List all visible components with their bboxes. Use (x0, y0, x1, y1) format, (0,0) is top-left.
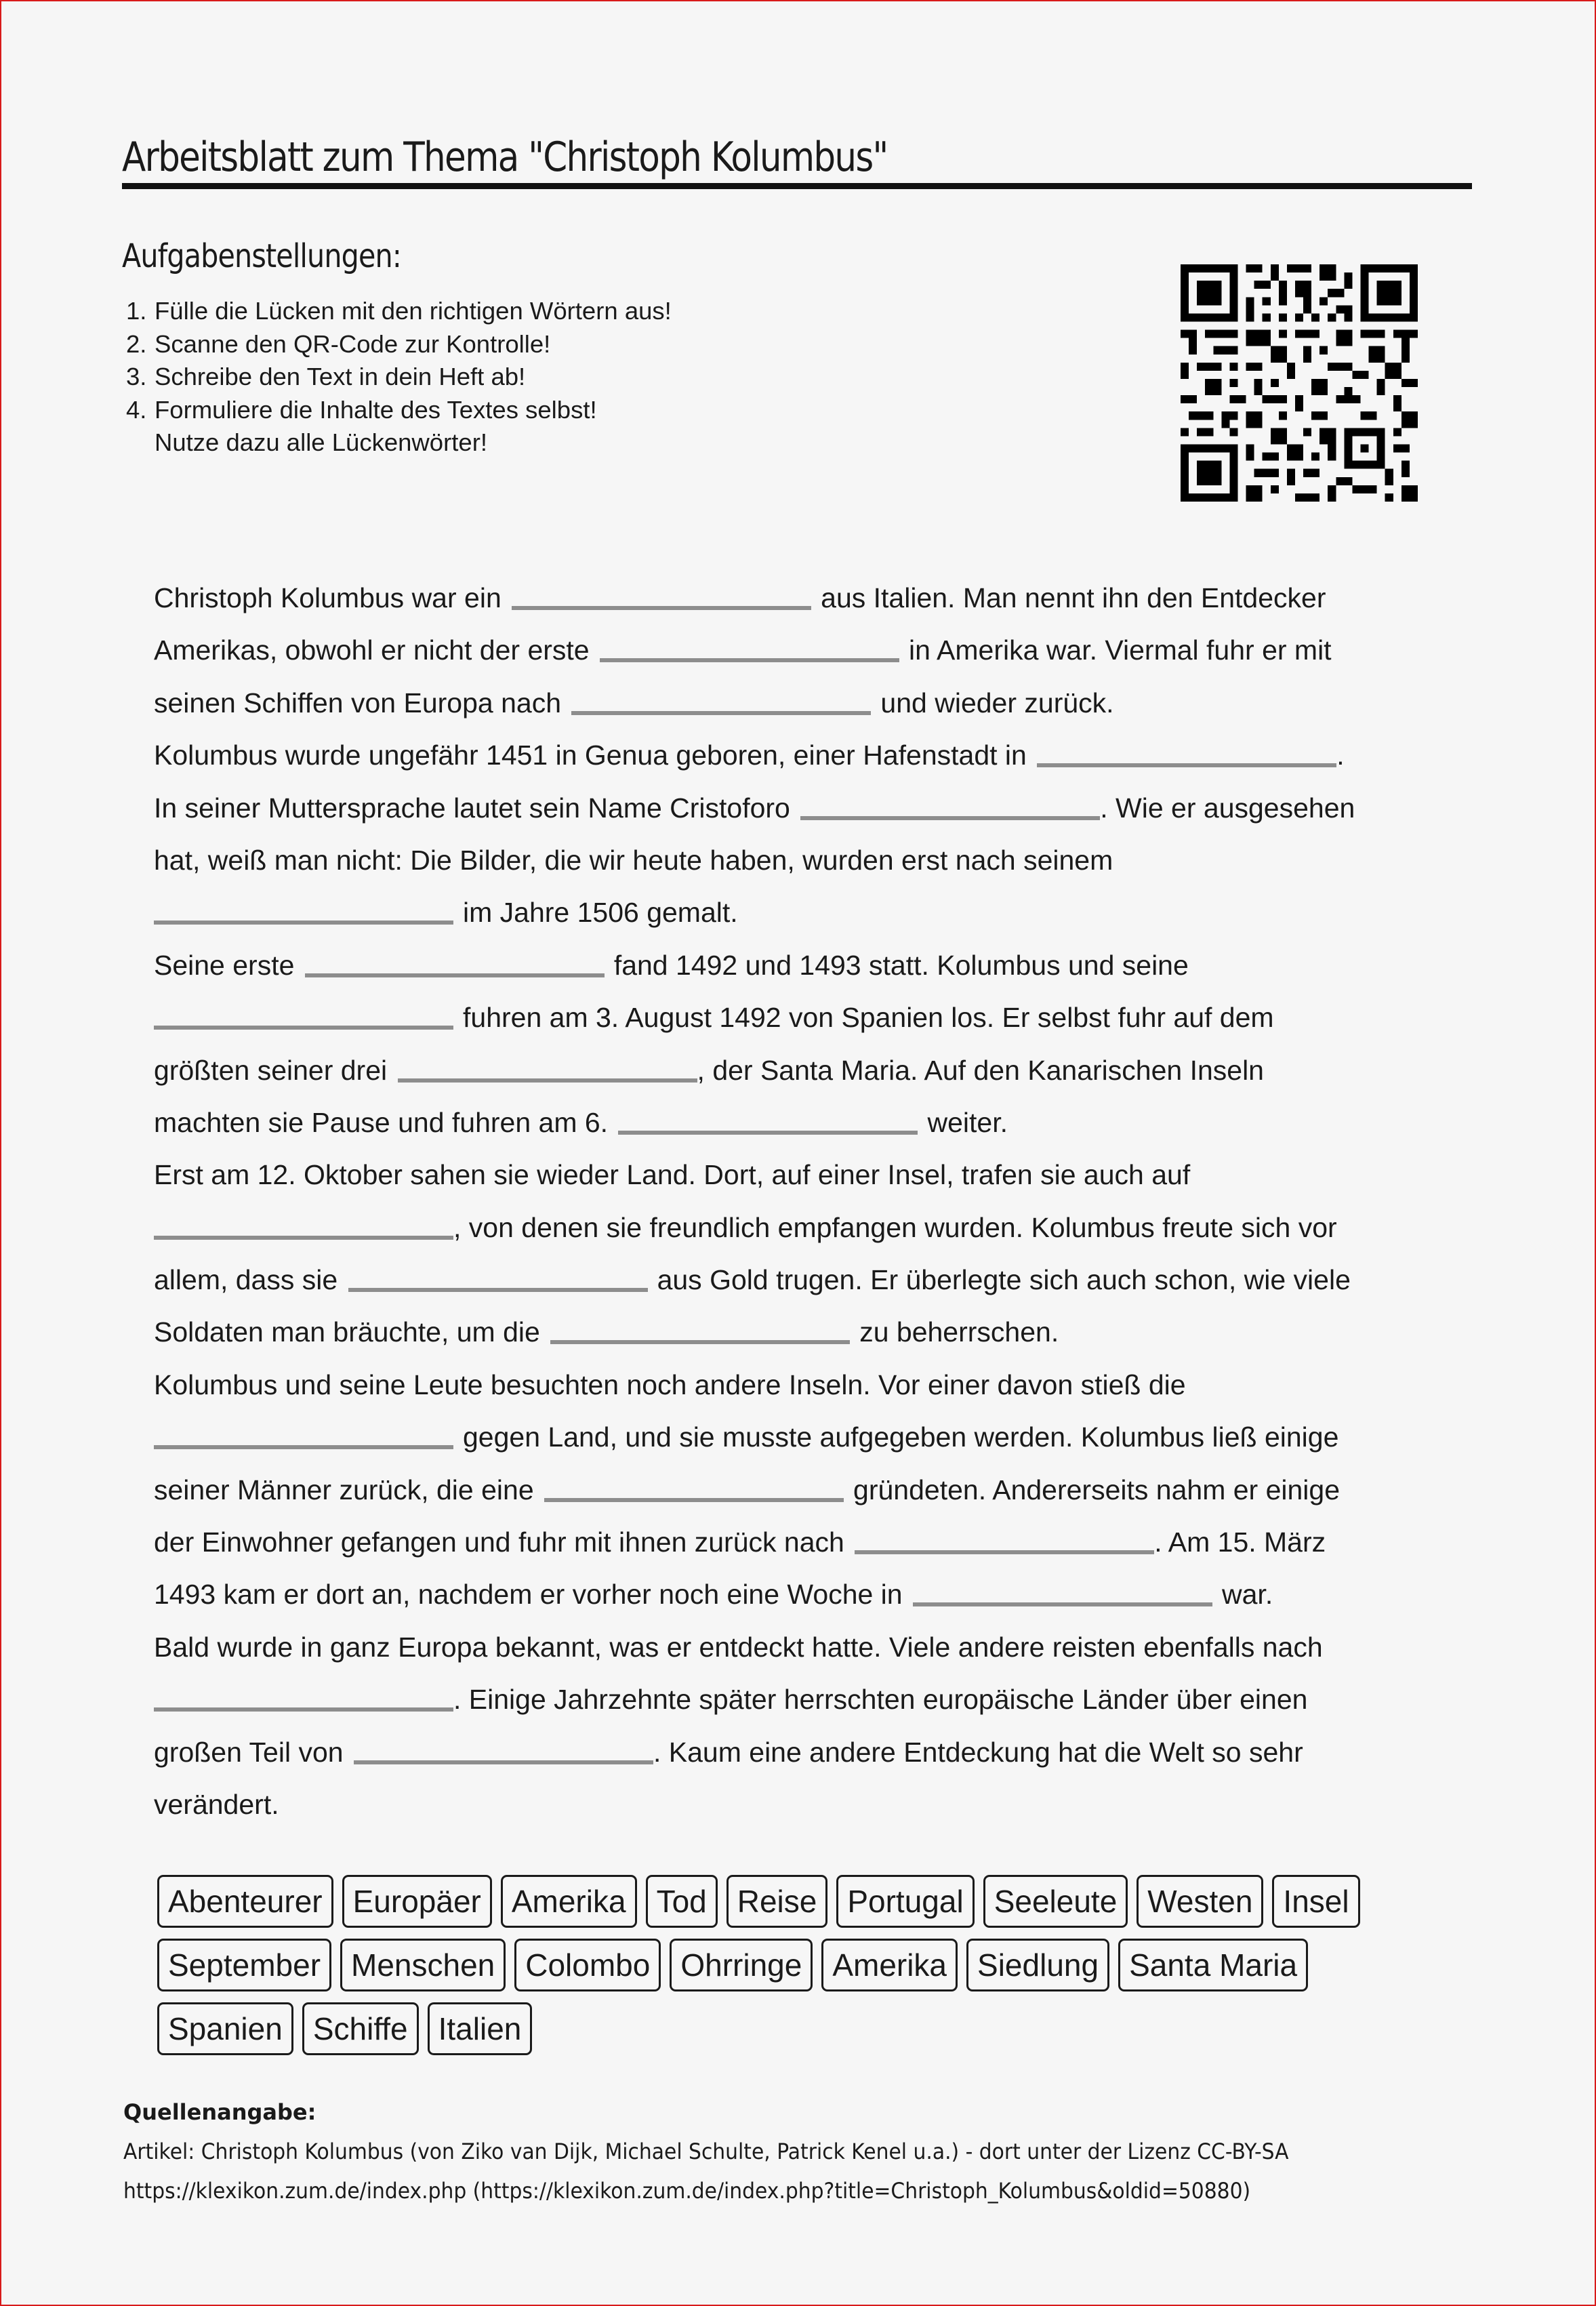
title-underline (122, 183, 1472, 189)
page-title: Arbeitsblatt zum Thema "Christoph Kolumbus" (122, 134, 888, 181)
text-line: im Jahre 1506 gemalt. (154, 887, 1445, 939)
word-chip[interactable]: Menschen (340, 1939, 506, 1991)
task-item: 1. Fülle die Lücken mit den richtigen Wörtern aus! (126, 297, 672, 325)
word-chip[interactable]: Ohrringe (670, 1939, 813, 1991)
word-chip[interactable]: Schiffe (302, 2002, 419, 2055)
word-chip[interactable]: Westen (1137, 1875, 1263, 1928)
word-chip[interactable]: Tod (646, 1875, 718, 1928)
word-chip[interactable]: Santa Maria (1118, 1939, 1308, 1991)
source-citation: Artikel: Christoph Kolumbus (von Ziko van Dijk, Michael Schulte, Patrick Kenel u.a.) - dort unter der Lizenz CC-BY-SA (123, 2139, 1289, 2164)
word-bank (157, 1875, 1445, 2066)
text-line: seinen Schiffen von Europa nach und wieder zurück. (154, 687, 1114, 719)
word-chip[interactable]: Amerika (501, 1875, 637, 1928)
text-line: größten seiner drei , der Santa Maria. Auf den Kanarischen Inseln (154, 1054, 1264, 1086)
gap-field[interactable] (855, 1530, 1154, 1554)
word-chip[interactable]: Abenteurer (157, 1875, 333, 1928)
gap-field[interactable] (154, 1687, 453, 1712)
word-chip[interactable]: Portugal (836, 1875, 974, 1928)
word-chip[interactable]: Reise (727, 1875, 828, 1928)
gap-field[interactable] (305, 953, 605, 977)
tasks-heading: Aufgabenstellungen: (122, 237, 401, 275)
gap-field[interactable] (512, 586, 811, 610)
sources (123, 2092, 1472, 2210)
word-bank-row (157, 2002, 1445, 2066)
gap-field[interactable] (348, 1268, 648, 1292)
gap-field[interactable] (398, 1058, 697, 1083)
gap-field[interactable] (154, 1005, 453, 1030)
text-line: verändert. (154, 1788, 279, 1820)
text-line: Bald wurde in ganz Europa bekannt, was er entdeckt hatte. Viele andere reisten ebenfalls nach (154, 1631, 1323, 1663)
word-chip[interactable]: Seeleute (983, 1875, 1128, 1928)
gap-field[interactable] (1037, 743, 1336, 767)
word-bank-row (157, 1875, 1445, 1939)
word-chip[interactable]: Colombo (514, 1939, 661, 1991)
text-line: Christoph Kolumbus war ein aus Italien. Man nennt ihn den Entdecker (154, 582, 1326, 613)
word-chip[interactable]: Italien (428, 2002, 533, 2055)
word-chip[interactable]: Amerika (821, 1939, 958, 1991)
text-line: der Einwohner gefangen und fuhr mit ihnen zurück nach . Am 15. März (154, 1526, 1326, 1558)
text-line: 1493 kam er dort an, nachdem er vorher noch eine Woche in war. (154, 1579, 1273, 1611)
task-item: 2. Scanne den QR-Code zur Kontrolle! (126, 329, 551, 358)
text-line: , von denen sie freundlich empfangen wurden. Kolumbus freute sich vor (154, 1202, 1445, 1254)
text-line: großen Teil von . Kaum eine andere Entdeckung hat die Welt so sehr (154, 1736, 1303, 1768)
text-line: gegen Land, und sie musste aufgegeben werden. Kolumbus ließ einige (154, 1411, 1445, 1463)
text-line: In seiner Muttersprache lautet sein Name Cristoforo . Wie er ausgesehen (154, 792, 1355, 824)
text-line: seiner Männer zurück, die eine gründeten. Andererseits nahm er einige (154, 1474, 1341, 1505)
text-line: . Einige Jahrzehnte später herrschten europäische Länder über einen (154, 1674, 1445, 1726)
gap-field[interactable] (618, 1110, 918, 1135)
word-chip[interactable]: September (157, 1939, 331, 1991)
text-line: Amerikas, obwohl er nicht der erste in Amerika war. Viermal fuhr er mit (154, 634, 1332, 666)
task-continuation: Nutze dazu alle Lückenwörter! (155, 428, 487, 456)
task-list (126, 295, 672, 460)
word-bank-row (157, 1939, 1445, 2002)
text-line: Seine erste fand 1492 und 1493 statt. Kolumbus und seine (154, 949, 1189, 981)
gap-field[interactable] (154, 1215, 453, 1240)
gap-field[interactable] (600, 638, 899, 662)
text-line: Kolumbus wurde ungefähr 1451 in Genua geboren, einer Hafenstadt in . (154, 740, 1345, 771)
text-line: machten sie Pause und fuhren am 6. weiter. (154, 1106, 1008, 1138)
task-item: 3. Schreibe den Text in dein Heft ab! (126, 363, 526, 390)
sources-heading: Quellenangabe: (123, 2099, 316, 2125)
gap-field[interactable] (571, 691, 871, 715)
gap-field[interactable] (550, 1320, 850, 1344)
cloze-text (154, 572, 1445, 1831)
word-chip[interactable]: Europäer (342, 1875, 492, 1928)
gap-field[interactable] (154, 1425, 453, 1449)
word-chip[interactable]: Insel (1272, 1875, 1359, 1928)
text-line: Erst am 12. Oktober sahen sie wieder Land. Dort, auf einer Insel, trafen sie auch auf (154, 1159, 1191, 1191)
gap-field[interactable] (544, 1478, 844, 1502)
gap-field[interactable] (354, 1740, 653, 1764)
gap-field[interactable] (154, 900, 453, 925)
text-line: fuhren am 3. August 1492 von Spanien los. Er selbst fuhr auf dem (154, 992, 1445, 1044)
task-item: 4. Formuliere die Inhalte des Textes selbst! (126, 395, 597, 424)
text-line: hat, weiß man nicht: Die Bilder, die wir heute haben, wurden erst nach seinem (154, 844, 1113, 876)
text-line: Soldaten man bräuchte, um die zu beherrschen. (154, 1316, 1059, 1348)
text-line: Kolumbus und seine Leute besuchten noch andere Inseln. Vor einer davon stieß die (154, 1369, 1186, 1400)
source-link[interactable]: https://klexikon.zum.de/index.php (https://klexikon.zum.de/index.php?title=Christoph_Kolumbus&oldid=50880) (123, 2178, 1251, 2204)
word-chip[interactable]: Siedlung (966, 1939, 1109, 1991)
gap-field[interactable] (913, 1582, 1212, 1606)
word-chip[interactable]: Spanien (157, 2002, 293, 2055)
gap-field[interactable] (800, 796, 1100, 820)
text-line: allem, dass sie aus Gold trugen. Er überlegte sich auch schon, wie viele (154, 1264, 1351, 1296)
qr-code-icon (1181, 264, 1418, 502)
